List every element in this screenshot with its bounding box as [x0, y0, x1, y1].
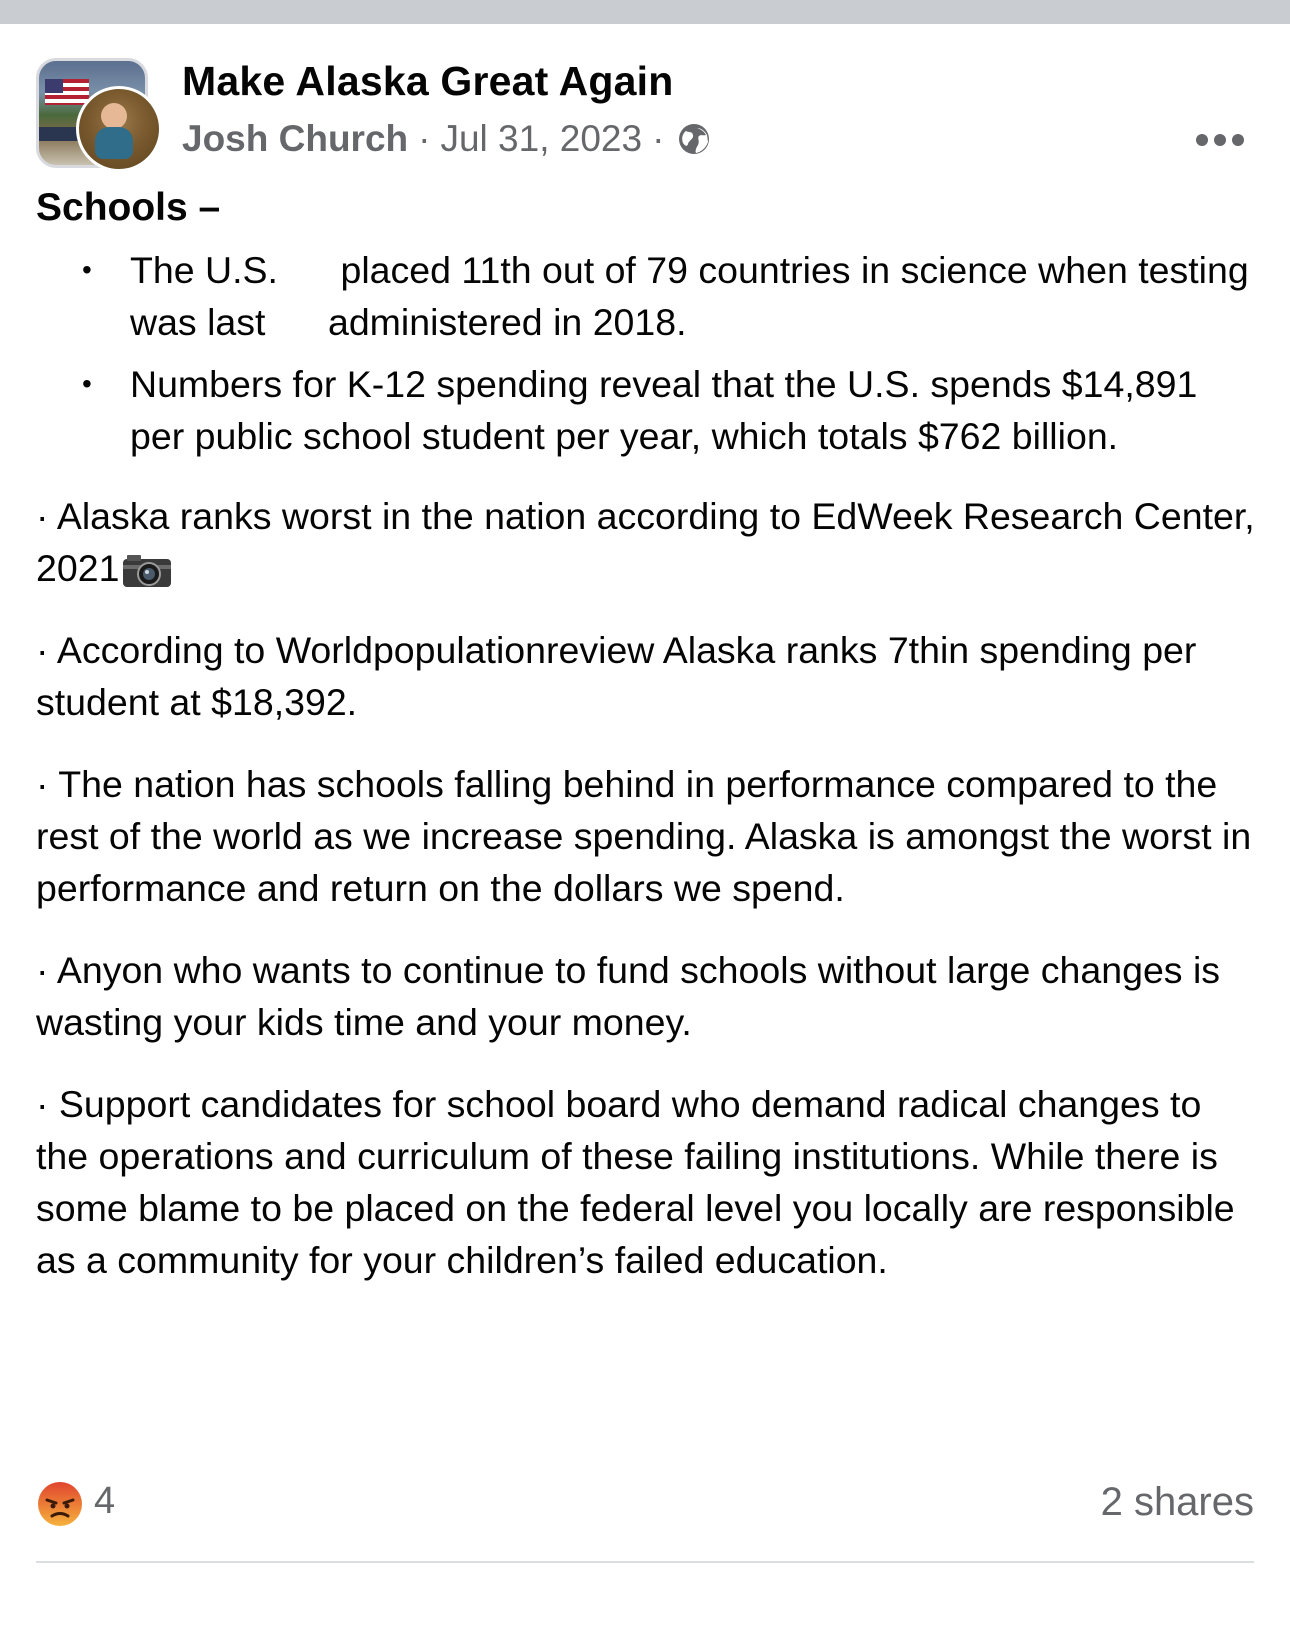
post-title: Schools – [36, 186, 221, 229]
shares-count[interactable]: 2 shares [1100, 1480, 1254, 1524]
paragraph: · Alaska ranks worst in the nation according to EdWeek Research Center, 2021 [36, 495, 1255, 589]
post-meta [182, 118, 712, 160]
paragraph: · Anyon who wants to continue to fund schools without large changes is wasting your kids time and your money. [36, 949, 1221, 1043]
meta-separator: · [652, 118, 665, 159]
camera-emoji-icon [121, 551, 173, 589]
list-item: • The U.S. placed 11th out of 79 countries in science when testing was last administered in 2018. [130, 244, 1258, 348]
group-avatar[interactable] [36, 58, 160, 166]
more-options-icon[interactable] [1196, 130, 1252, 150]
flag-graphic [45, 79, 89, 105]
post-date-link[interactable]: Jul 31, 2023 [440, 118, 643, 159]
group-name-link[interactable]: Make Alaska Great Again [182, 58, 674, 104]
bullet-list [36, 244, 1258, 462]
post-header [36, 56, 1254, 168]
divider [36, 1561, 1254, 1563]
author-avatar[interactable] [76, 86, 162, 172]
paragraph: · Support candidates for school board who demand radical changes to the operations and curriculum of these failing institutions. While there is some blame to be placed on the federal level you locally are responsible as a community for your children’s failed education. [36, 1083, 1235, 1281]
globe-icon[interactable] [676, 121, 712, 157]
paragraph: · The nation has schools falling behind in performance compared to the rest of the world as we increase spending. Alaska is amongst the worst in performance and return on the dollars we spend. [36, 763, 1252, 909]
meta-separator: · [418, 118, 431, 159]
paragraph: · According to Worldpopulationreview Alaska ranks 7thin spending per student at $18,392. [36, 629, 1197, 723]
list-item: • Numbers for K-12 spending reveal that the U.S. spends $14,891 per public school student per year, which totals $762 billion. [130, 358, 1258, 462]
post-footer [36, 1476, 1254, 1536]
author-name-link[interactable]: Josh Church [182, 118, 409, 159]
angry-reaction-icon[interactable] [36, 1480, 84, 1528]
reaction-count[interactable]: 4 [94, 1480, 116, 1522]
top-bar [0, 0, 1290, 24]
post-body [36, 182, 1258, 1286]
